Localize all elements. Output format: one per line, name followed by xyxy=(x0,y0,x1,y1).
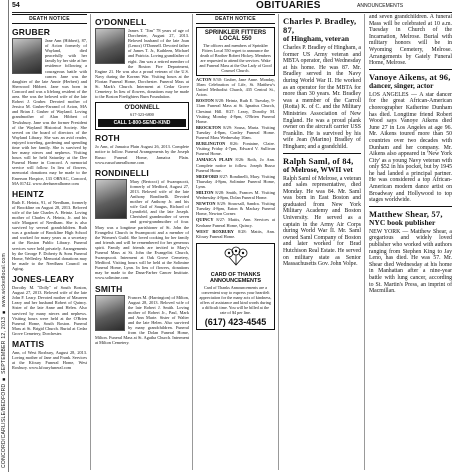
union-notice-title: SPRINKLER FITTERS LOCAL 550 xyxy=(204,30,267,42)
union-notice-text: The officers and members of Sprinkler Fitters Local 550 regret to announce the death of Brother Robert Hickey. Members are requested to attend the services. Wake and Funeral Mass at the Our Lady of Good Counsel Church. xyxy=(199,43,272,73)
ad-cta-button[interactable]: CALL 1-800-SEND-KIND xyxy=(98,119,186,127)
death-notice-header: DEATH NOTICE xyxy=(196,14,275,24)
card-of-thanks-text: Card of Thanks Announcements are a convenient way to express your heartfelt appreciation for the many acts of kindness, offers of assistance and kind words during a difficult time. You will be billed at the rate of $4 per line. xyxy=(199,284,272,315)
notice-name: ROTH xyxy=(95,133,120,144)
obituary-continued-text: and seven grandchildren. A funeral Mass will be celebrated at 10 a.m. Tuesday in Church of the Incarnation, Melrose. Burial with military honors will be in Wyoming Cemetery, Melrose. Arrangements by Gately Funeral Home, Melrose. xyxy=(369,14,452,67)
notice-name: O'DONNELL xyxy=(95,17,147,27)
ad-phone: 617-323-6800 xyxy=(130,112,154,118)
listing-text: 8/28: Mattis, Ann. Kfoury Funeral Home. xyxy=(196,228,275,239)
notice-text: Frances M. (Harrington) of Milton, August 28, 2013. Beloved wife of the late Robert J. Smith. Loving mother of Robert Jr., Paul, Mark and Ann Marie. Sister of Walter and the late Helen. Also survived by many grandchildren. Funeral from the Dolan Funeral Home, Milton. Funeral Mass at St. Agatha Church. Interment at Milton Cemetery. xyxy=(95,294,189,346)
obituary-text: NEW YORK — Matthew Shear, a gregarious and widely loved publisher who worked with authors ranging from Stephen King to Jay Leno, has died. He was 57. Mr. Shear died Wednesday at his home in Manhattan after a nine-year battle with lung cancer, according to St. Martin's Press, an imprint of Macmillan. xyxy=(369,228,452,295)
obituary-headline: Matthew Shear, 57, xyxy=(369,208,443,219)
story-divider xyxy=(369,206,452,207)
notice-name: RONDINELLI xyxy=(95,167,149,178)
obituary-text: LOS ANGELES — A star dancer for the great African-American choreographer Katherine Dunham has died. Longtime friend Robert Wood says Vanoye Aikens died June 27 in Los Angeles at age 96. Mr. Aikens toured more than 50 countries over two decades with Dunham and her company. Mr. Aikens also appeared in 'New York City' as a young Navy veteran with only $52 in his pocket, but by 1945 he had landed a principal partner. He was considered a top African-American modern dance artist on Broadway and Hollywood to top stages worldwide. xyxy=(369,91,452,204)
story-divider xyxy=(369,69,452,70)
column-obituary-stories xyxy=(283,14,365,470)
listing-text: 8/29: Strawsall, Sandra. Visiting Tuesday 4-8pm, Eaton & Mackay Funeral Home, Newton Corner. xyxy=(196,201,276,217)
column-funeral-listings xyxy=(196,14,279,470)
listing-text: 8/28: Heintz, Ruth E. Tuesday, 9-11am Funeral Mass at St. Ignatius Church, Chestnut Hill. 8/27: Leary, Dorothy M. Visiting Monday 4-8pm, O'Brien Funeral Home. xyxy=(196,98,275,124)
section-subtitle: ANNOUNCEMENTS xyxy=(357,3,404,9)
listing-text: 8/26: Fontaine, Claire. Visiting Friday 4-7pm, Edward V. Sullivan Funeral Home. xyxy=(196,141,276,157)
union-notice-box xyxy=(196,27,275,76)
portrait-photo xyxy=(12,38,42,74)
column-obituaries-2 xyxy=(95,14,193,470)
listing-town: QUINCY xyxy=(196,217,214,223)
listing-town: JAMAICA PLAIN xyxy=(196,157,233,163)
listing-text: 8/29: Sousa, Maria. Visiting Tuesday 4-8pm, Conley Funeral Home. Funeral Mass Wednesday 10am. xyxy=(196,124,275,141)
obituary-subhead: NYC book publisher xyxy=(369,217,436,227)
listing-text: 8/26: Roth, Jo Ann. Complete notice to follow. Joseph Russo Funeral Home. xyxy=(196,157,276,173)
obituary-text: Charles P. Bradley of Hingham, a former US Army veteran and MBTA operator, died Wednesday at his home. He was 87. Mr. Bradley served in the Navy during World War II. He worked as an operator for the MBTA for more than 30 years. Mr. Bradley was a member of the Carroll (Rotta) K. of C. and the Military Ministries Association of New England. He was a proud plank owner on the aircraft carrier USS Franklin. He is survived by his wife Jean (Marino) Bradley of Hingham; and a grandchild. xyxy=(283,45,361,150)
masthead xyxy=(12,1,452,12)
card-of-thanks-ad xyxy=(196,243,275,330)
obituary-subhead: dancer, singer, actor xyxy=(369,80,434,90)
notice-text: Ruth E. Heintz, 91, of Needham, formerly of Brookline on August 28, 2013. Beloved wife of the late Charles A. Heintz. Loving mother of Charles A. Heintz, Jr. and his wife Margaret of Needham. She is also survived by several grandchildren. Ruth was a graduate of Brookline High School and worked for many years as a secretary at the Boston Public Library. Funeral services were held privately. Arrangements by the George F. Doherty & Sons Funeral Home, Wellesley. Memorial donations may be made to the Needham Council on Aging. xyxy=(12,199,87,271)
listing-entry xyxy=(196,125,275,140)
page-number: 54 xyxy=(12,2,20,9)
portrait-photo xyxy=(95,295,125,331)
story-divider xyxy=(283,153,361,154)
listing-entry xyxy=(196,201,275,216)
page-spine xyxy=(0,0,9,472)
spine-text: CONCORD/CARLISLE/BEDFORD ■ SEPTEMBER 12, 2013 ■ www.wickedlocal.com xyxy=(1,253,7,468)
funeral-home-ad xyxy=(95,102,189,130)
notice-name: SMITH xyxy=(95,283,123,294)
listing-text: 8/28: Smith, Frances M. Visiting Wednesday 4-8pm, Dolan Funeral Home. xyxy=(196,189,275,201)
flowers-icon xyxy=(219,246,253,266)
obituary-headline: Ralph Saml, of 84, xyxy=(283,155,354,166)
section-title: OBITUARIES xyxy=(256,0,321,11)
listing-entry xyxy=(196,229,275,239)
listing-entry xyxy=(196,98,275,123)
listing-entry xyxy=(196,217,275,227)
column-obituary-stories-2 xyxy=(369,14,452,470)
column-death-notices xyxy=(12,14,91,470)
listing-town: NEWTON xyxy=(196,201,216,207)
listing-text: 8/30: Gruber, Jane Anne. Monday, 10am Celebration of Life, St. Matthew's United Methodist Church, 435 Central St., Acton. xyxy=(196,77,275,98)
listing-entry xyxy=(196,77,275,97)
notice-text: Jo Ann, of Jamaica Plain August 26, 2013. Complete notice to follow. Funeral Arrangements by the Joseph Russo Funeral Home, Jamaica Plain. www.russofuneralhome.com xyxy=(95,144,189,165)
listing-town: MILTON xyxy=(196,189,214,195)
obituary-subhead: of Melrose, WWII vet xyxy=(283,164,353,174)
masthead-rule xyxy=(12,12,452,13)
listing-town: BOSTON xyxy=(196,98,214,104)
notice-text: Ann, of West Roxbury, August 28, 2013. Loving mother of Jane and Frank. Services at the Kfoury Funeral Home, West Roxbury. www.kfouryfuneral.com xyxy=(12,349,87,371)
listing-entry xyxy=(196,141,275,156)
listing-entry xyxy=(196,174,275,189)
listing-town: WEST ROXBURY xyxy=(196,228,234,234)
listing-town: BROCKTON xyxy=(196,124,221,130)
notice-text: Jane Ann (Hibbert), 87, of Acton formerly of Wayland, died peacefully with her family by her side at her residence following a courageous battle with cancer. Jane was the daughter of the late Annie (Herbert) and Sherwood Hibbert. Jane was born in Concord and was a lifelong resident of the area. She was the beloved wife of the late Robert J. Gruber. Devoted mother of Jessica M. Gruber-Farrand of Acton, MA and Brian J. Gruber of Wayland. Loving grandmother of Alan Hibbert of Tewksbury. Jane was the former President of the Wayland Historical Society. She served on the board of directors of the Wayland Library. She was an avid reader, enjoyed traveling, gardening and spending time with her family. She is survived by her many nieces and nephews. Visiting hours will be held Saturday at the Dee Funeral Home in Concord. A memorial service will follow. In lieu of flowers, memorial donations may be made to the Emerson Hospice, 133 ORNAC, Concord, MA 01742. www.deefuneralhome.com xyxy=(12,38,87,186)
obituary-headline: Vanoye Aikens, at 96, xyxy=(369,71,451,82)
notice-name: JONES-LEARY xyxy=(12,274,75,285)
card-of-thanks-title: CARD OF THANKS ANNOUNCEMENTS xyxy=(209,271,262,284)
listing-town: BURLINGTON xyxy=(196,141,226,147)
listing-town: MEDFORD xyxy=(196,173,219,179)
ad-title: O'DONNELL xyxy=(124,105,160,112)
obituary-text: Ralph Saml of Melrose, a veteran and sales representative, died Monday. He was 84. Mr. Saml was born in East Boston and graduated from New York Military Academy and Boston University. He served as a captain in the Army Air Corps during World War II. Mr. Saml owned Saml Company of Boston and later worked for Brad Hutchison Real Estate. He served on military state as Senior Massachusetts Gov. John Volpe. xyxy=(283,175,361,268)
listing-entry xyxy=(196,157,275,172)
listing-text: 8/27: Rondinelli, Mary. Visiting Thursday 4-8pm, Solimine Funeral Home, Lynn. xyxy=(196,173,275,189)
notice-text: Dorothy M. "Dolly" of South Boston, August 27, 2013. Beloved wife of the late John F. Leary. Devoted mother of Maureen Leary and her husband Robert of Quincy. Sister of the late Anne and Helen. Also survived by many nieces and nephews. Visiting hours were held at the O'Brien Funeral Home, South Boston. Funeral Mass at St. Brigid Church. Burial at Cedar Grove Cemetery, Dorchester. xyxy=(12,285,87,336)
obituary-headline: Charles P. Bradley, 87, xyxy=(283,16,357,35)
notice-text: James T. "Jim" 78 years of age of Dorchester, August 27, 2013. Beloved husband of the late Joan (Lenox) O'Donnell. Devoted father of James T. Jr., Kathleen, Michael and Patricia. Loving grandfather of eight. Jim was a retired member of the Boston Fire Department, Engine 21. He was also a proud veteran of the U.S. Navy during the Korean War. Visiting hours at the Florian Funeral Home, Dorchester. Funeral Mass at St. Mark's Church. Interment at Cedar Grove Cemetery. In lieu of flowers, donations may be made to the Boston Firefighters Burn Foundation. xyxy=(95,28,189,100)
listing-entry xyxy=(196,190,275,200)
obituary-subhead: of Hingham, veteran xyxy=(283,34,350,43)
death-notice-header: DEATH NOTICE xyxy=(12,14,87,24)
listing-town: ACTON xyxy=(196,77,212,82)
listing-text: 8/27: Mattis, Ann. Services at Keohane Funeral Home, Quincy. xyxy=(196,217,275,228)
notice-name: MATTIS xyxy=(12,338,45,349)
notice-name: GRUBER xyxy=(12,27,51,37)
notice-text: Mary (Bertocci) of Swampscott, formerly of Medford, August 27, 2013. Beloved wife of the late Anthony Rondinelli. Devoted mother of Anthony Jr. and his wife Gail of Saugus, Richard of Lynnfield, and the late Joseph. Cherished grandmother of seven and great-grandmother of four. Mary was a longtime parishioner of St. John the Evangelist Church in Swampscott and a member of the Women's Guild. She loved cooking for her family and friends and will be remembered for her generous spirit. Family and friends are invited to Mary's Funeral Mass at St. John the Evangelist Church, Swampscott. Interment at Oak Grove Cemetery, Medford. Visiting hours will be held at the Solimine Funeral Home, Lynn. In lieu of flowers, donations may be made to the Dana-Farber Cancer Institute. www.solimine.com xyxy=(95,178,189,281)
card-of-thanks-phone[interactable]: (617) 423-4545 xyxy=(204,316,267,327)
portrait-photo xyxy=(95,28,125,64)
portrait-photo xyxy=(95,179,127,219)
notice-name: HEINTZ xyxy=(12,188,44,199)
